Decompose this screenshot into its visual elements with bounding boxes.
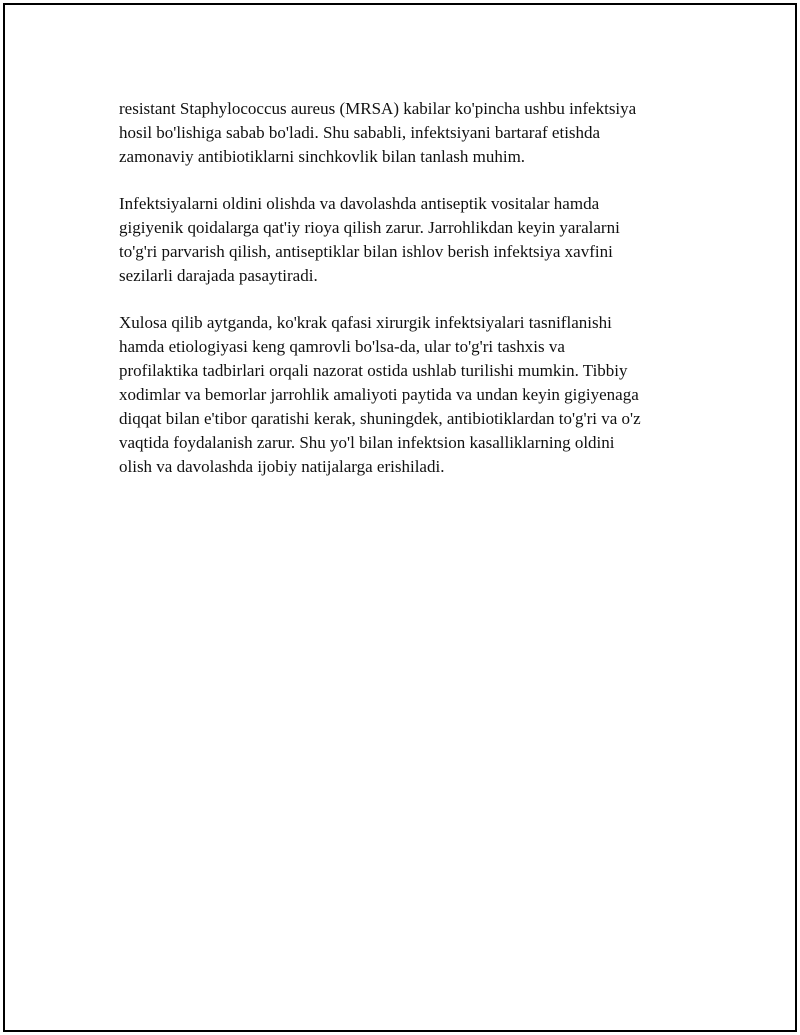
text-line: to'g'ri parvarish qilish, antiseptiklar bilan ishlov berish infektsiya xavfini	[119, 242, 613, 261]
text-line: resistant Staphylococcus aureus (MRSA) kabilar ko'pincha ushbu infektsiya	[119, 99, 637, 118]
text-line: zamonaviy antibiotiklarni sinchkovlik bilan tanlash muhim.	[119, 147, 526, 166]
text-line: xodimlar va bemorlar jarrohlik amaliyoti paytida va undan keyin gigiyenaga	[119, 385, 639, 404]
text-line: profilaktika tadbirlari orqali nazorat ostida ushlab turilishi mumkin. Tibbiy	[119, 361, 628, 380]
text-line: gigiyenik qoidalarga qat'iy rioya qilish zarur. Jarrohlikdan keyin yaralarni	[119, 218, 620, 237]
text-line: Xulosa qilib aytganda, ko'krak qafasi xirurgik infektsiyalari tasniflanishi	[119, 313, 612, 332]
page-border	[3, 3, 797, 1032]
text-line: sezilarli darajada pasaytiradi.	[119, 266, 318, 285]
paragraph-prevention	[119, 192, 699, 288]
text-line: vaqtida foydalanish zarur. Shu yo'l bilan infektsion kasalliklarning oldini	[119, 433, 615, 452]
paragraph-mrsa-antibiotics	[119, 97, 699, 169]
text-line: olish va davolashda ijobiy natijalarga erishiladi.	[119, 457, 445, 476]
text-line: hamda etiologiyasi keng qamrovli bo'lsa-da, ular to'g'ri tashxis va	[119, 337, 565, 356]
document-body	[119, 97, 699, 502]
text-line: hosil bo'lishiga sabab bo'ladi. Shu sababli, infektsiyani bartaraf etishda	[119, 123, 601, 142]
text-line: diqqat bilan e'tibor qaratishi kerak, shuningdek, antibiotiklardan to'g'ri va o'z	[119, 409, 641, 428]
text-line: Infektsiyalarni oldini olishda va davolashda antiseptik vositalar hamda	[119, 194, 600, 213]
paragraph-conclusion	[119, 311, 699, 479]
